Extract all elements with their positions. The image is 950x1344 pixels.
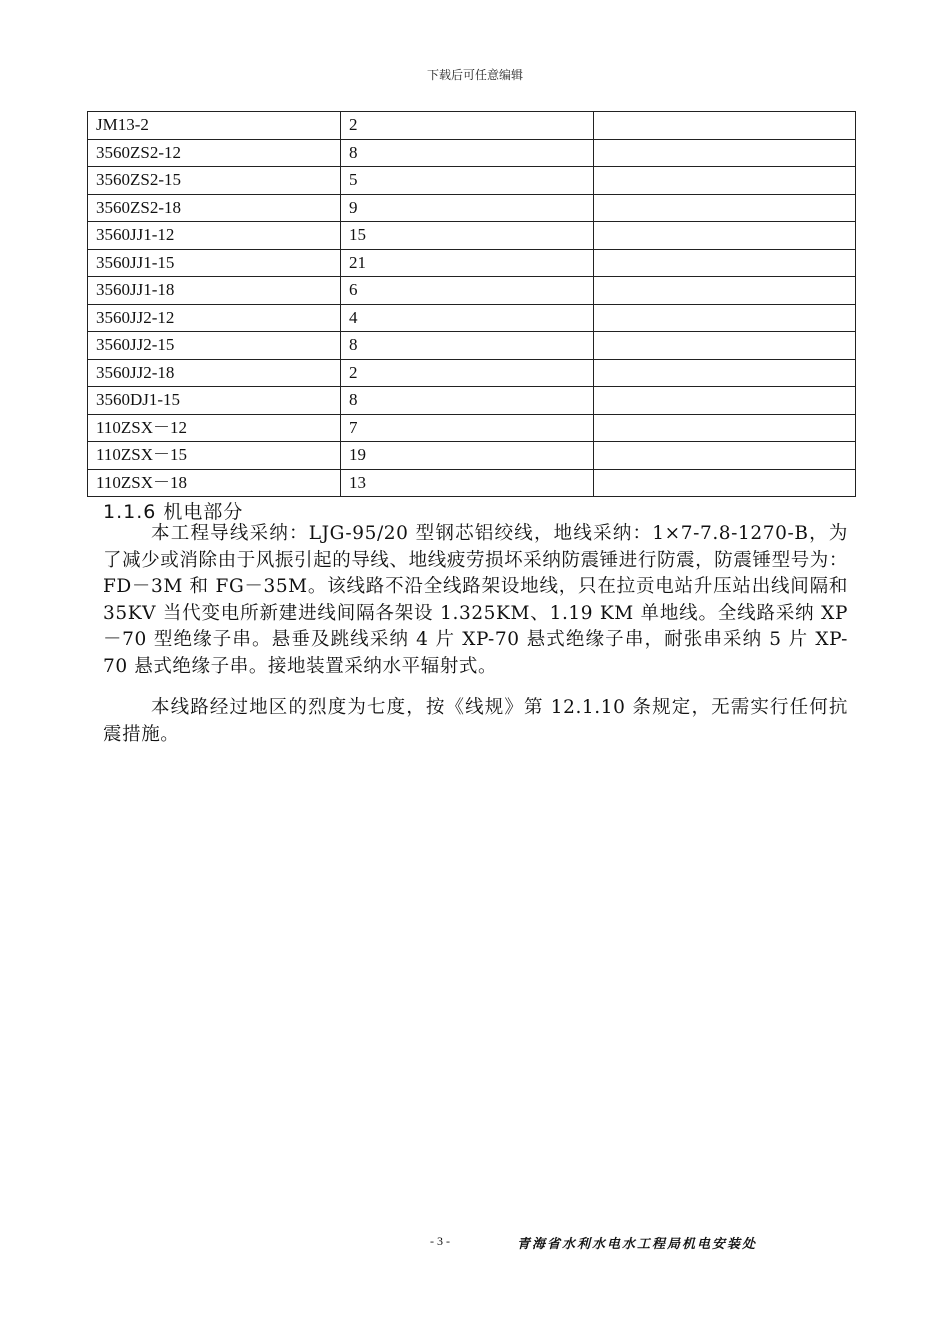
table-body [88, 112, 856, 497]
tower-type-cell: JM13-2 [88, 112, 341, 140]
remark-cell [594, 222, 856, 250]
quantity-cell: 6 [341, 277, 594, 305]
table-row [88, 304, 856, 332]
quantity-cell: 15 [341, 222, 594, 250]
table-row [88, 277, 856, 305]
remark-cell [594, 249, 856, 277]
table-row [88, 442, 856, 470]
header-note: 下载后可任意编辑 [426, 68, 523, 82]
remark-cell [594, 359, 856, 387]
remark-cell [594, 469, 856, 497]
quantity-cell: 7 [341, 414, 594, 442]
remark-cell [594, 167, 856, 195]
section-heading: 1.1.6 机电部分 [103, 501, 244, 523]
tower-type-cell: 3560ZS2-15 [88, 167, 341, 195]
table-row [88, 194, 856, 222]
quantity-cell: 2 [341, 112, 594, 140]
tower-type-cell: 3560JJ1-18 [88, 277, 341, 305]
remark-cell [594, 332, 856, 360]
table-row [88, 112, 856, 140]
specification-table [87, 111, 856, 497]
quantity-cell: 21 [341, 249, 594, 277]
tower-type-cell: 3560JJ1-12 [88, 222, 341, 250]
tower-type-cell: 3560ZS2-18 [88, 194, 341, 222]
tower-type-cell: 3560JJ1-15 [88, 249, 341, 277]
page-number: - 3 - [430, 1234, 450, 1248]
quantity-cell: 8 [341, 332, 594, 360]
remark-cell [594, 194, 856, 222]
tower-type-cell: 3560JJ2-15 [88, 332, 341, 360]
paragraph-seismic: 本线路经过地区的烈度为七度，按《线规》第 12.1.10 条规定，无需实行任何抗震措施。 [103, 697, 848, 745]
quantity-cell: 2 [341, 359, 594, 387]
remark-cell [594, 277, 856, 305]
tower-type-cell: 3560DJ1-15 [88, 387, 341, 415]
remark-cell [594, 414, 856, 442]
table-row [88, 332, 856, 360]
tower-type-cell: 110ZSX－18 [88, 469, 341, 497]
table-row [88, 249, 856, 277]
quantity-cell: 8 [341, 139, 594, 167]
paragraph-conductor: 本工程导线采纳：LJG-95/20 型钢芯铝绞线，地线采纳：1×7-7.8-1270-B，为了减少或消除由于风振引起的导线、地线疲劳损坏采纳防震锤进行防震，防震锤型号为：FD－3M 和 FG－35M。该线路不沿全线路架设地线，只在拉贡电站升压站出线间隔和 35KV 当代变电所新建进线间隔各架设 1.325KM、1.19 KM 单地线。全线路采纳 XP－70 型绝缘子串。悬垂及跳线采纳 4 片 XP-70 悬式绝缘子串，耐张串采纳 5 片 XP-70 悬式绝缘子串。接地装置采纳水平辐射式。 [103, 523, 848, 677]
quantity-cell: 5 [341, 167, 594, 195]
quantity-cell: 13 [341, 469, 594, 497]
remark-cell [594, 442, 856, 470]
tower-type-cell: 110ZSX－15 [88, 442, 341, 470]
table-row [88, 414, 856, 442]
tower-type-cell: 3560JJ2-12 [88, 304, 341, 332]
remark-cell [594, 304, 856, 332]
quantity-cell: 19 [341, 442, 594, 470]
table-row [88, 167, 856, 195]
table-row [88, 222, 856, 250]
tower-type-cell: 3560ZS2-12 [88, 139, 341, 167]
remark-cell [594, 112, 856, 140]
table-row [88, 469, 856, 497]
quantity-cell: 9 [341, 194, 594, 222]
remark-cell [594, 387, 856, 415]
tower-type-cell: 110ZSX－12 [88, 414, 341, 442]
tower-type-cell: 3560JJ2-18 [88, 359, 341, 387]
table-row [88, 387, 856, 415]
quantity-cell: 8 [341, 387, 594, 415]
quantity-cell: 4 [341, 304, 594, 332]
remark-cell [594, 139, 856, 167]
table-row [88, 359, 856, 387]
footer-organization: 青海省水利水电水工程局机电安装处 [517, 1237, 758, 1252]
table-row [88, 139, 856, 167]
